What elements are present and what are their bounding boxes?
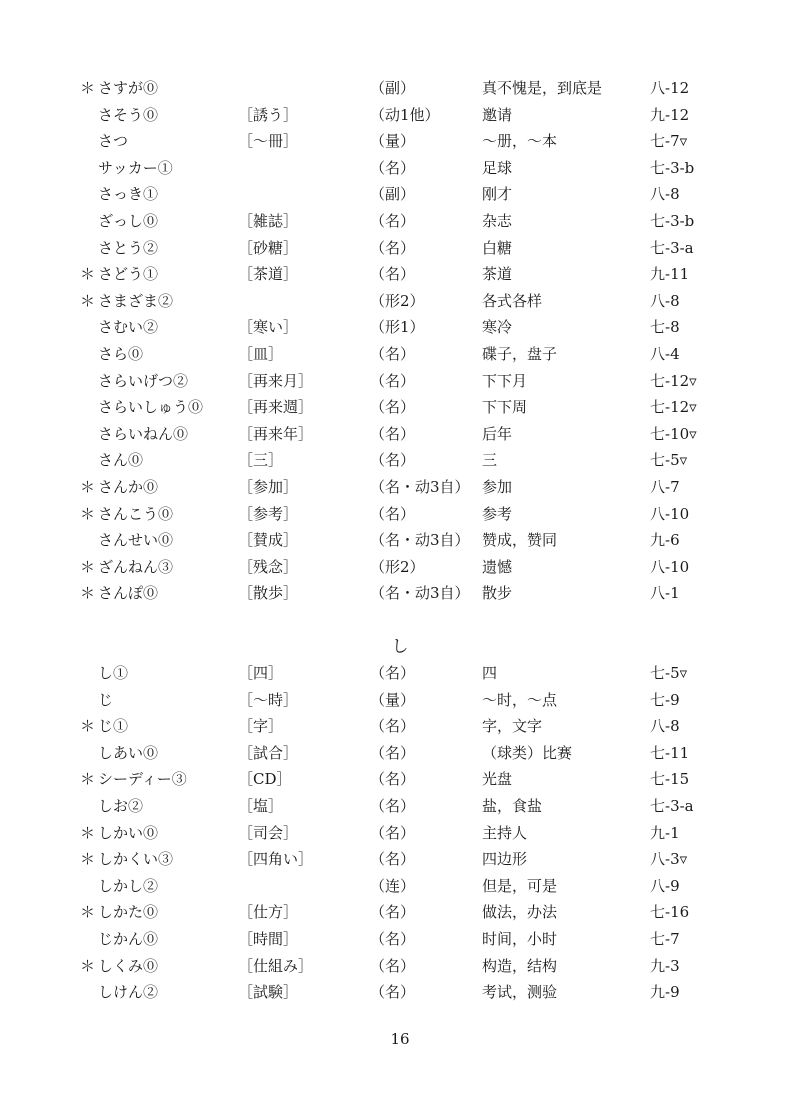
entry-reading: さどう① bbox=[98, 265, 159, 284]
entry-marker: ＊ bbox=[80, 291, 96, 310]
entry-meaning: 构造，结构 bbox=[482, 956, 558, 975]
entry-meaning: 刚才 bbox=[482, 185, 513, 204]
entry-row bbox=[0, 660, 800, 687]
entry-lesson: 八-9 bbox=[650, 876, 680, 895]
entry-meaning: 做法，办法 bbox=[482, 903, 558, 922]
entry-lesson: 七-15 bbox=[650, 770, 690, 789]
entry-row bbox=[0, 421, 800, 448]
entry-reading: さまざま② bbox=[98, 291, 174, 310]
entry-marker: ＊ bbox=[80, 265, 96, 284]
entry-lesson: 八-8 bbox=[650, 717, 680, 736]
entry-reading: さらいしゅう⓪ bbox=[98, 398, 204, 417]
entry-kanji: ［皿］ bbox=[238, 344, 284, 363]
entry-row bbox=[0, 501, 800, 528]
entry-kanji: ［塩］ bbox=[238, 796, 284, 815]
entry-marker: ＊ bbox=[80, 717, 96, 736]
entry-meaning: 考试，测验 bbox=[482, 983, 558, 1002]
entry-part-of-speech: （副） bbox=[370, 185, 416, 204]
entry-lesson: 八-1 bbox=[650, 584, 680, 603]
entry-part-of-speech: （名・动3自） bbox=[370, 584, 470, 603]
entry-part-of-speech: （名） bbox=[370, 903, 416, 922]
entry-lesson: 七-7 bbox=[650, 929, 680, 948]
entry-part-of-speech: （名） bbox=[370, 238, 416, 257]
entry-part-of-speech: （量） bbox=[370, 690, 416, 709]
entry-kanji: ［賛成］ bbox=[238, 531, 299, 550]
entry-lesson: 七-10▿ bbox=[650, 424, 697, 443]
entry-marker: ＊ bbox=[80, 770, 96, 789]
entry-row bbox=[0, 713, 800, 740]
entry-row bbox=[0, 926, 800, 953]
entry-lesson: 七-3-a bbox=[650, 238, 694, 257]
entry-row bbox=[0, 341, 800, 368]
entry-part-of-speech: （名） bbox=[370, 664, 416, 682]
page-number: 16 bbox=[390, 1030, 410, 1048]
entry-marker: ＊ bbox=[80, 79, 96, 97]
entry-row bbox=[0, 128, 800, 155]
entry-meaning: 茶道 bbox=[482, 265, 513, 284]
entry-kanji: ［誘う］ bbox=[238, 105, 299, 124]
entry-marker: ＊ bbox=[80, 903, 96, 922]
entry-meaning: 散步 bbox=[482, 584, 513, 603]
entry-kanji: ［再来年］ bbox=[238, 424, 314, 443]
entry-part-of-speech: （名） bbox=[370, 398, 416, 417]
entry-meaning: 白糖 bbox=[482, 238, 513, 257]
entry-meaning: 三 bbox=[482, 451, 498, 470]
section-sa bbox=[0, 75, 800, 607]
entry-row bbox=[0, 766, 800, 793]
entry-lesson: 八-10 bbox=[650, 557, 690, 576]
entry-kanji: ［四］ bbox=[238, 664, 284, 682]
entry-reading: さん⓪ bbox=[98, 451, 144, 470]
entry-marker: ＊ bbox=[80, 557, 96, 576]
entry-reading: さんせい⓪ bbox=[98, 531, 174, 550]
entry-meaning: 但是，可是 bbox=[482, 876, 558, 895]
entry-meaning: 下下周 bbox=[482, 398, 528, 417]
entry-row bbox=[0, 181, 800, 208]
entry-meaning: （球类）比赛 bbox=[482, 743, 573, 762]
entry-reading: さんぽ⓪ bbox=[98, 584, 159, 603]
entry-lesson: 七-8 bbox=[650, 318, 680, 337]
entry-marker: ＊ bbox=[80, 504, 96, 523]
entry-marker: ＊ bbox=[80, 584, 96, 603]
entry-row bbox=[0, 261, 800, 288]
entry-lesson: 七-11 bbox=[650, 743, 690, 762]
entry-row bbox=[0, 873, 800, 900]
entry-lesson: 七-5▿ bbox=[650, 451, 688, 470]
entry-part-of-speech: （名） bbox=[370, 451, 416, 470]
entry-lesson: 八-10 bbox=[650, 504, 690, 523]
entry-reading: じ① bbox=[98, 717, 129, 736]
entry-kanji: ［参考］ bbox=[238, 504, 299, 523]
entry-part-of-speech: （形2） bbox=[370, 291, 425, 310]
entry-lesson: 八-3▿ bbox=[650, 850, 688, 869]
entry-part-of-speech: （名） bbox=[370, 717, 416, 736]
entry-part-of-speech: （名） bbox=[370, 344, 416, 363]
entry-reading: しお② bbox=[98, 796, 144, 815]
entry-marker: ＊ bbox=[80, 956, 96, 975]
entry-marker: ＊ bbox=[80, 850, 96, 869]
entry-reading: さむい② bbox=[98, 318, 159, 337]
entry-kanji: ［～時］ bbox=[238, 690, 299, 709]
entry-part-of-speech: （形2） bbox=[370, 557, 425, 576]
entry-row bbox=[0, 740, 800, 767]
entry-kanji: ［散歩］ bbox=[238, 584, 299, 603]
entry-reading: ざんねん③ bbox=[98, 557, 174, 576]
entry-kanji: ［字］ bbox=[238, 717, 284, 736]
entry-kanji: ［仕組み］ bbox=[238, 956, 314, 975]
entry-part-of-speech: （名） bbox=[370, 770, 416, 789]
entry-row bbox=[0, 820, 800, 847]
entry-meaning: 杂志 bbox=[482, 211, 513, 230]
entry-reading: さとう② bbox=[98, 238, 159, 257]
entry-reading: し① bbox=[98, 664, 129, 682]
entry-row bbox=[0, 474, 800, 501]
entry-reading: さつ bbox=[98, 132, 129, 151]
entry-kanji: ［再来月］ bbox=[238, 371, 314, 390]
entry-kanji: ［司会］ bbox=[238, 823, 299, 842]
entry-lesson: 七-12▿ bbox=[650, 371, 697, 390]
entry-row bbox=[0, 102, 800, 129]
entry-reading: しあい⓪ bbox=[98, 743, 159, 762]
entry-lesson: 八-7 bbox=[650, 477, 680, 496]
entry-meaning: ～时，～点 bbox=[482, 690, 558, 709]
entry-meaning: 盐，食盐 bbox=[482, 796, 543, 815]
entry-kanji: ［寒い］ bbox=[238, 318, 299, 337]
entry-part-of-speech: （名） bbox=[370, 504, 416, 523]
entry-row bbox=[0, 580, 800, 607]
entry-reading: しかた⓪ bbox=[98, 903, 159, 922]
entry-lesson: 七-16 bbox=[650, 903, 690, 922]
entry-meaning: 光盘 bbox=[482, 770, 513, 789]
entry-meaning: 寒冷 bbox=[482, 318, 513, 337]
entry-lesson: 七-9 bbox=[650, 690, 680, 709]
entry-reading: さら⓪ bbox=[98, 344, 144, 363]
entry-part-of-speech: （名） bbox=[370, 211, 416, 230]
entry-row bbox=[0, 368, 800, 395]
entry-lesson: 八-4 bbox=[650, 344, 680, 363]
entry-marker: ＊ bbox=[80, 823, 96, 842]
entry-meaning: ～册，～本 bbox=[482, 132, 558, 151]
entry-row bbox=[0, 314, 800, 341]
entry-reading: さすが⓪ bbox=[98, 79, 159, 97]
entry-reading: さっき① bbox=[98, 185, 159, 204]
section-shi bbox=[0, 660, 800, 1006]
entry-kanji: ［四角い］ bbox=[238, 850, 314, 869]
entry-meaning: 各式各样 bbox=[482, 291, 543, 310]
entry-meaning: 四边形 bbox=[482, 850, 528, 869]
entry-lesson: 七-12▿ bbox=[650, 398, 697, 417]
entry-row bbox=[0, 155, 800, 182]
entry-meaning: 参加 bbox=[482, 477, 513, 496]
entry-meaning: 遗憾 bbox=[482, 557, 513, 576]
entry-reading: さらいげつ② bbox=[98, 371, 189, 390]
entry-lesson: 七-3-b bbox=[650, 158, 695, 177]
entry-lesson: 七-7▿ bbox=[650, 132, 688, 151]
entry-row bbox=[0, 846, 800, 873]
entry-kanji: ［～冊］ bbox=[238, 132, 299, 151]
entry-reading: さんこう⓪ bbox=[98, 504, 174, 523]
entry-part-of-speech: （形1） bbox=[370, 318, 425, 337]
entry-row bbox=[0, 288, 800, 315]
entry-lesson: 九-12 bbox=[650, 105, 690, 124]
entry-meaning: 赞成，赞同 bbox=[482, 531, 558, 550]
entry-row bbox=[0, 394, 800, 421]
entry-kanji: ［時間］ bbox=[238, 929, 299, 948]
entry-kanji: ［茶道］ bbox=[238, 265, 299, 284]
entry-meaning: 字，文字 bbox=[482, 717, 543, 736]
entry-row bbox=[0, 687, 800, 714]
entry-part-of-speech: （名） bbox=[370, 265, 416, 284]
entry-lesson: 八-12 bbox=[650, 79, 690, 97]
entry-meaning: 后年 bbox=[482, 424, 513, 443]
entry-meaning: 时间，小时 bbox=[482, 929, 558, 948]
entry-lesson: 七-3-b bbox=[650, 211, 695, 230]
entry-row bbox=[0, 554, 800, 581]
entry-kanji: ［試合］ bbox=[238, 743, 299, 762]
entry-reading: しかし② bbox=[98, 876, 159, 895]
entry-part-of-speech: （名） bbox=[370, 796, 416, 815]
entry-lesson: 九-3 bbox=[650, 956, 680, 975]
entry-kanji: ［仕方］ bbox=[238, 903, 299, 922]
entry-meaning: 碟子，盘子 bbox=[482, 344, 558, 363]
entry-lesson: 八-8 bbox=[650, 185, 680, 204]
entry-row bbox=[0, 447, 800, 474]
entry-part-of-speech: （名） bbox=[370, 158, 416, 177]
entry-part-of-speech: （名） bbox=[370, 743, 416, 762]
entry-lesson: 八-8 bbox=[650, 291, 680, 310]
entry-row bbox=[0, 793, 800, 820]
entry-reading: じかん⓪ bbox=[98, 929, 159, 948]
entry-part-of-speech: （名） bbox=[370, 823, 416, 842]
entry-meaning: 四 bbox=[482, 664, 498, 682]
entry-lesson: 七-5▿ bbox=[650, 664, 688, 682]
entry-kanji: ［試験］ bbox=[238, 983, 299, 1002]
entry-part-of-speech: （名） bbox=[370, 929, 416, 948]
entry-row bbox=[0, 235, 800, 262]
entry-meaning: 参考 bbox=[482, 504, 513, 523]
entry-part-of-speech: （副） bbox=[370, 79, 416, 97]
entry-part-of-speech: （名） bbox=[370, 956, 416, 975]
entry-row bbox=[0, 899, 800, 926]
entry-lesson: 九-9 bbox=[650, 983, 680, 1002]
entry-reading: しかくい③ bbox=[98, 850, 174, 869]
entry-part-of-speech: （名） bbox=[370, 983, 416, 1002]
entry-reading: シーディー③ bbox=[98, 770, 187, 789]
entry-reading: しかい⓪ bbox=[98, 823, 159, 842]
entry-reading: さんか⓪ bbox=[98, 477, 159, 496]
entry-part-of-speech: （名・动3自） bbox=[370, 477, 470, 496]
entry-row bbox=[0, 75, 800, 102]
entry-meaning: 主持人 bbox=[482, 823, 528, 842]
entry-lesson: 七-3-a bbox=[650, 796, 694, 815]
entry-meaning: 邀请 bbox=[482, 105, 513, 124]
entry-part-of-speech: （名） bbox=[370, 850, 416, 869]
entry-meaning: 真不愧是，到底是 bbox=[482, 79, 603, 97]
entry-reading: ざっし⓪ bbox=[98, 211, 159, 230]
entry-lesson: 九-6 bbox=[650, 531, 680, 550]
entry-lesson: 九-1 bbox=[650, 823, 680, 842]
entry-kanji: ［砂糖］ bbox=[238, 238, 299, 257]
entry-kanji: ［参加］ bbox=[238, 477, 299, 496]
entry-marker: ＊ bbox=[80, 477, 96, 496]
entry-reading: サッカー① bbox=[98, 158, 173, 177]
entry-part-of-speech: （名） bbox=[370, 424, 416, 443]
entry-reading: じ bbox=[98, 690, 114, 709]
entry-part-of-speech: （量） bbox=[370, 132, 416, 151]
entry-reading: さそう⓪ bbox=[98, 105, 159, 124]
entry-row bbox=[0, 979, 800, 1006]
entry-kanji: ［残念］ bbox=[238, 557, 299, 576]
entry-part-of-speech: （名） bbox=[370, 371, 416, 390]
entry-reading: しけん② bbox=[98, 983, 159, 1002]
entry-row bbox=[0, 527, 800, 554]
entry-kanji: ［雑誌］ bbox=[238, 211, 299, 230]
entry-lesson: 九-11 bbox=[650, 265, 690, 284]
entry-meaning: 足球 bbox=[482, 158, 513, 177]
entry-part-of-speech: （名・动3自） bbox=[370, 531, 470, 550]
entry-reading: さらいねん⓪ bbox=[98, 424, 189, 443]
entry-kanji: ［CD］ bbox=[238, 770, 292, 789]
entry-kanji: ［再来週］ bbox=[238, 398, 314, 417]
entry-reading: しくみ⓪ bbox=[98, 956, 159, 975]
entry-part-of-speech: （连） bbox=[370, 876, 416, 895]
entry-row bbox=[0, 953, 800, 980]
entry-meaning: 下下月 bbox=[482, 371, 528, 390]
section-heading-shi: し bbox=[391, 637, 409, 657]
entry-row bbox=[0, 208, 800, 235]
entry-kanji: ［三］ bbox=[238, 451, 284, 470]
entry-part-of-speech: （动1他） bbox=[370, 105, 440, 124]
